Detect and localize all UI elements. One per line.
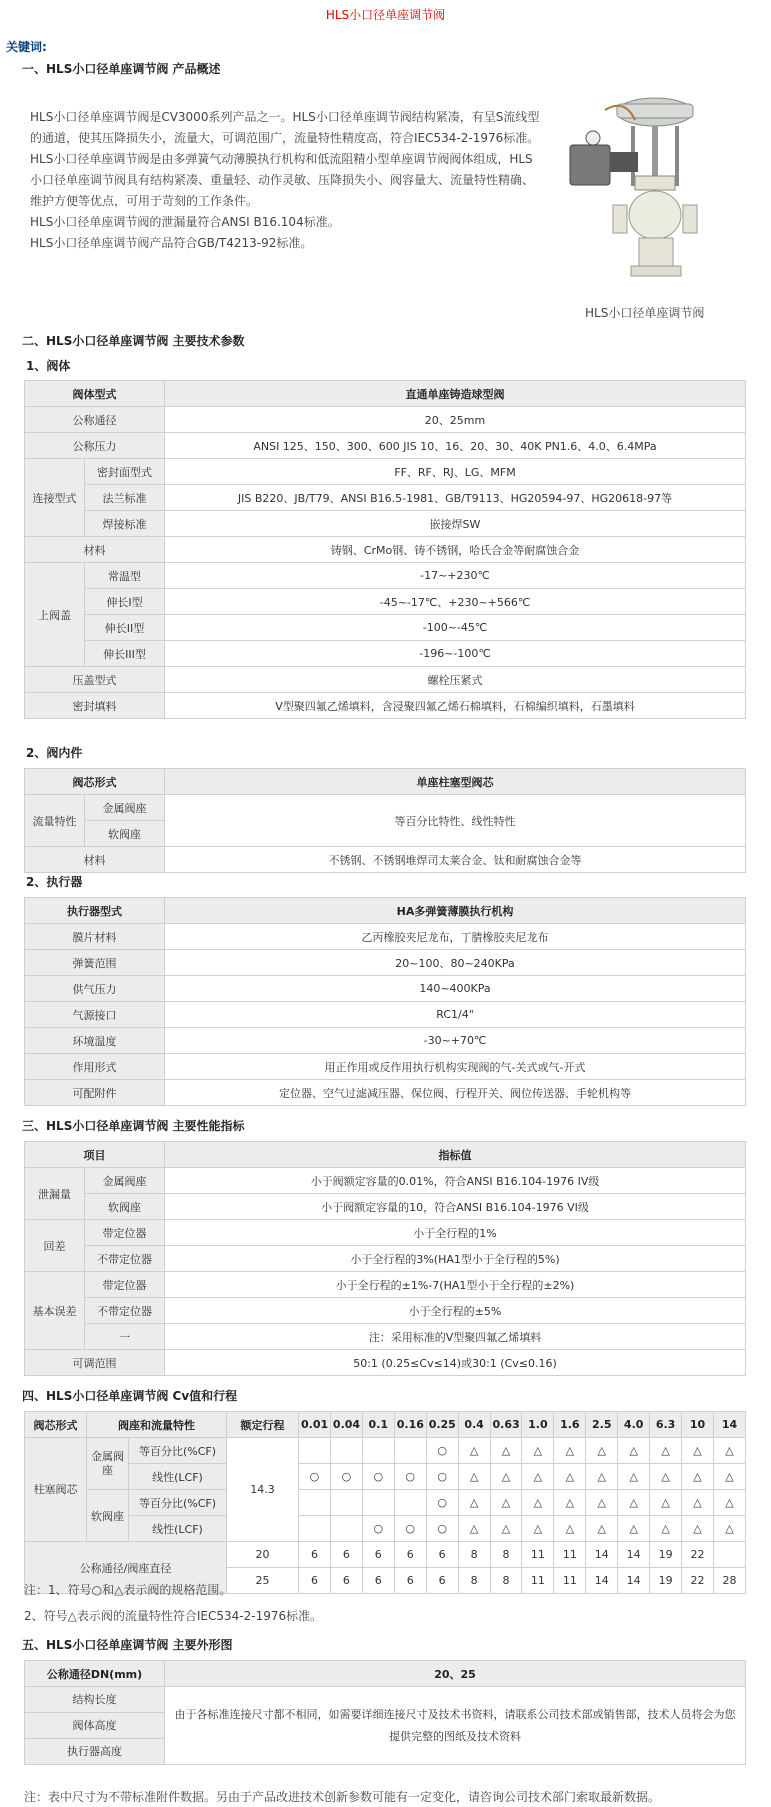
cv-header: 1.6 (554, 1412, 586, 1438)
cv-mark (394, 1438, 426, 1464)
row-value: -100~-45℃ (165, 615, 746, 641)
cv-mark (299, 1438, 331, 1464)
cv-mark: △ (618, 1464, 650, 1490)
cv-mark: ○ (426, 1464, 458, 1490)
cv-mark: △ (490, 1438, 522, 1464)
row-value: 小于阀额定容量的0.01%，符合ANSI B16.104-1976 IV级 (165, 1168, 746, 1194)
valve-product-image (565, 90, 725, 290)
cv-mark: △ (554, 1464, 586, 1490)
cv-mark (299, 1490, 331, 1516)
row-label: 金属阀座 (85, 1168, 165, 1194)
cv-mark (330, 1490, 362, 1516)
cv-header: 0.04 (330, 1412, 362, 1438)
seat-diameter: 19 (650, 1568, 682, 1594)
cv-header: 0.4 (458, 1412, 490, 1438)
row-label: 法兰标准 (85, 485, 165, 511)
cv-mark: △ (554, 1438, 586, 1464)
cv-mark: △ (522, 1516, 554, 1542)
dn-label: 公称通径/阀座直径 (25, 1542, 227, 1594)
cv-header: 1.0 (522, 1412, 554, 1438)
cv-header: 阀芯形式 (25, 1412, 87, 1438)
dimension-table (24, 1660, 746, 1765)
row-value: 小于阀额定容量的10，符合ANSI B16.104-1976 VI级 (165, 1194, 746, 1220)
cv-mark (362, 1490, 394, 1516)
cv-mark (394, 1490, 426, 1516)
seat-diameter (713, 1542, 745, 1568)
page-title: HLS小口径单座调节阀 (325, 8, 446, 22)
row-value: ANSI 125、150、300、600 JIS 10、16、20、30、40K PN1.6、4.0、6.4MPa (165, 433, 746, 459)
section-5-heading: 五、HLS小口径单座调节阀 主要外形图 (22, 1638, 233, 1652)
char-label: 线性(LCF) (129, 1464, 227, 1490)
valve-trim-table (24, 768, 746, 873)
table-header: 阀体型式 (25, 381, 165, 407)
seat-diameter: 6 (330, 1568, 362, 1594)
row-label: 可调范围 (25, 1350, 165, 1376)
cv-header: 额定行程 (227, 1412, 299, 1438)
row-value: 20、25mm (165, 407, 746, 433)
dn-value: 25 (227, 1568, 299, 1594)
seat-diameter: 6 (299, 1542, 331, 1568)
cv-mark: △ (682, 1490, 714, 1516)
cv-mark: △ (650, 1438, 682, 1464)
cv-mark: △ (586, 1438, 618, 1464)
seat-diameter: 14 (586, 1568, 618, 1594)
cv-header: 2.5 (586, 1412, 618, 1438)
seat-diameter: 6 (299, 1568, 331, 1594)
intro-line-7: HLS小口径单座调节阀产品符合GB/T4213-92标准。 (30, 236, 313, 250)
row-value: 小于全行程的±5% (165, 1298, 746, 1324)
row-value: 乙丙橡胶夹尼龙布，丁腈橡胶夹尼龙布 (165, 924, 746, 950)
seat-diameter: 6 (362, 1542, 394, 1568)
seat-diameter: 11 (522, 1542, 554, 1568)
table-header: 项目 (25, 1142, 165, 1168)
row-value: -196~-100℃ (165, 641, 746, 667)
cv-mark: ○ (362, 1464, 394, 1490)
seat-diameter: 14 (618, 1568, 650, 1594)
cv-mark: △ (682, 1516, 714, 1542)
group-label: 回差 (25, 1220, 85, 1272)
section-1-heading: 一、HLS小口径单座调节阀 产品概述 (22, 62, 221, 76)
cv-mark: △ (713, 1490, 745, 1516)
row-value: 铸钢、CrMo钢、铸不锈钢，哈氏合金等耐腐蚀合金 (165, 537, 746, 563)
seat-diameter: 8 (458, 1568, 490, 1594)
row-label: 结构长度 (25, 1687, 165, 1713)
cv-mark (330, 1516, 362, 1542)
row-value: 140~400KPa (165, 976, 746, 1002)
intro-line-4: 小口径单座调节阀具有结构紧凑、重量轻、动作灵敏、压降损失小、阀容量大、流量特性精确、 (30, 173, 535, 187)
cv-mark: △ (586, 1464, 618, 1490)
row-label: 执行器高度 (25, 1739, 165, 1765)
row-label: 压盖型式 (25, 667, 165, 693)
table-header: 直通单座铸造球型阀 (165, 381, 746, 407)
cv-mark: △ (458, 1490, 490, 1516)
cv-mark (299, 1516, 331, 1542)
note-1: 注：1、符号○和△表示阀的规格范围。 (24, 1583, 232, 1597)
seat-diameter: 14 (586, 1542, 618, 1568)
footer-note: 注：表中尺寸为不带标准附件数据。另由于产品改进技术创新参数可能有一定变化，请咨询公司技术部门索取最新数据。 (24, 1790, 661, 1804)
row-value: 小于全行程的3%(HA1型小于全行程的5%) (165, 1246, 746, 1272)
intro-line-2: 的通道，使其压降损失小，流量大，可调范围广，流量特性精度高，符合IEC534-2-1976标准。 (30, 131, 540, 145)
valve-body-table (24, 380, 746, 719)
cv-mark: △ (586, 1516, 618, 1542)
seat-diameter: 14 (618, 1542, 650, 1568)
cv-mark: △ (522, 1490, 554, 1516)
cv-header: 10 (682, 1412, 714, 1438)
group-label: 流量特性 (25, 795, 85, 847)
seat-diameter: 11 (522, 1568, 554, 1594)
row-value: 小于全行程的1% (165, 1220, 746, 1246)
cv-header: 4.0 (618, 1412, 650, 1438)
char-label: 等百分比(%CF) (129, 1490, 227, 1516)
cv-mark: △ (458, 1464, 490, 1490)
seat-diameter: 19 (650, 1542, 682, 1568)
intro-line-3: HLS小口径单座调节阀是由多弹簧气动薄膜执行机构和低流阻精小型单座调节阀阀体组成，HLS (30, 152, 533, 166)
cv-mark: △ (458, 1516, 490, 1542)
seat-diameter: 6 (394, 1542, 426, 1568)
cv-mark: △ (713, 1464, 745, 1490)
row-label: 不带定位器 (85, 1298, 165, 1324)
cv-mark: △ (713, 1516, 745, 1542)
cv-mark (362, 1438, 394, 1464)
seat-diameter: 11 (554, 1542, 586, 1568)
table-header: 单座柱塞型阀芯 (165, 769, 746, 795)
cv-mark: △ (650, 1516, 682, 1542)
metal-seat-label: 金属阀座 (87, 1438, 129, 1490)
row-value: -17~+230℃ (165, 563, 746, 589)
cv-mark: △ (650, 1464, 682, 1490)
note-2: 2、符号△表示阀的流量特性符合IEC534-2-1976标准。 (24, 1609, 323, 1623)
row-label: 伸长III型 (85, 641, 165, 667)
row-label: 不带定位器 (85, 1246, 165, 1272)
row-label: 金属阀座 (85, 795, 165, 821)
row-value: 定位器、空气过滤减压器、保位阀、行程开关、阀位传送器、手轮机构等 (165, 1080, 746, 1106)
row-label: 带定位器 (85, 1272, 165, 1298)
cv-mark: ○ (426, 1438, 458, 1464)
group-label: 上阀盖 (25, 563, 85, 667)
table-header: 指标值 (165, 1142, 746, 1168)
subsection-trim: 2、阀内件 (26, 746, 83, 760)
row-value: 螺栓压紧式 (165, 667, 746, 693)
cv-mark: ○ (299, 1464, 331, 1490)
row-label: 可配附件 (25, 1080, 165, 1106)
intro-line-1: HLS小口径单座调节阀是CV3000系列产品之一。HLS小口径单座调节阀结构紧凑，有呈S流线型 (30, 110, 540, 124)
seat-diameter: 8 (458, 1542, 490, 1568)
row-value: -45~-17℃、+230~+566℃ (165, 589, 746, 615)
row-label: 常温型 (85, 563, 165, 589)
cv-mark: △ (713, 1438, 745, 1464)
seat-diameter: 6 (394, 1568, 426, 1594)
cv-header: 0.16 (394, 1412, 426, 1438)
cv-mark (330, 1438, 362, 1464)
cv-mark: ○ (426, 1516, 458, 1542)
row-label: 弹簧范围 (25, 950, 165, 976)
row-label: 焊接标准 (85, 511, 165, 537)
actuator-table (24, 897, 746, 1106)
row-value: JIS B220、JB/T79、ANSI B16.5-1981、GB/T9113、HG20594-97、HG20618-97等 (165, 485, 746, 511)
seat-diameter: 8 (490, 1542, 522, 1568)
seat-diameter: 22 (682, 1542, 714, 1568)
row-label: 供气压力 (25, 976, 165, 1002)
row-label: 气源接口 (25, 1002, 165, 1028)
cv-mark: ○ (426, 1490, 458, 1516)
table-header: HA多弹簧薄膜执行机构 (165, 898, 746, 924)
row-value: 不锈钢、不锈钢堆焊司太莱合金、钛和耐腐蚀合金等 (165, 847, 746, 873)
cv-mark: ○ (394, 1464, 426, 1490)
seat-diameter: 8 (490, 1568, 522, 1594)
cv-header: 0.01 (299, 1412, 331, 1438)
row-value: 嵌接焊SW (165, 511, 746, 537)
row-label: 密封填料 (25, 693, 165, 719)
row-label: 伸长II型 (85, 615, 165, 641)
cv-mark: △ (522, 1464, 554, 1490)
seat-diameter: 28 (713, 1568, 745, 1594)
cv-mark: △ (458, 1438, 490, 1464)
row-value: -30~+70℃ (165, 1028, 746, 1054)
seat-diameter: 6 (330, 1542, 362, 1568)
cv-mark: △ (586, 1490, 618, 1516)
intro-line-5: 维护方便等优点，可用于苛刻的工作条件。 (30, 194, 259, 208)
group-label: 连接型式 (25, 459, 85, 537)
subsection-body: 1、阀体 (26, 359, 71, 373)
row-value: V型聚四氟乙烯填料，含浸聚四氟乙烯石棉填料，石棉编织填料，石墨填料 (165, 693, 746, 719)
row-label: 膜片材料 (25, 924, 165, 950)
row-value: RC1/4" (165, 1002, 746, 1028)
table-header: 执行器型式 (25, 898, 165, 924)
cv-mark: △ (682, 1438, 714, 1464)
table-header: 公称通径DN(mm) (25, 1661, 165, 1687)
row-label: 公称压力 (25, 433, 165, 459)
cv-mark: ○ (362, 1516, 394, 1542)
row-value: FF、RF、RJ、LG、MFM (165, 459, 746, 485)
row-label: 阀体高度 (25, 1713, 165, 1739)
stroke-value: 14.3 (227, 1438, 299, 1542)
cv-mark: ○ (394, 1516, 426, 1542)
cv-header: 0.25 (426, 1412, 458, 1438)
row-label: 软阀座 (85, 821, 165, 847)
cv-mark: △ (490, 1464, 522, 1490)
row-value: 20~100、80~240KPa (165, 950, 746, 976)
plug-label: 柱塞阀芯 (25, 1438, 87, 1542)
intro-line-6: HLS小口径单座调节阀的泄漏量符合ANSI B16.104标准。 (30, 215, 340, 229)
dimension-note: 由于各标准连接尺寸都不相同，如需要详细连接尺寸及技术书资料，请联系公司技术部或销售部，技术人员将会为您提供完整的图纸及技术资料 (165, 1687, 746, 1765)
cv-mark: △ (618, 1490, 650, 1516)
cv-mark: △ (682, 1464, 714, 1490)
cv-mark: △ (522, 1438, 554, 1464)
char-label: 线性(LCF) (129, 1516, 227, 1542)
row-label: 公称通径 (25, 407, 165, 433)
subsection-actuator: 2、执行器 (26, 875, 83, 889)
row-label: 一 (85, 1324, 165, 1350)
row-label: 作用形式 (25, 1054, 165, 1080)
row-label: 材料 (25, 537, 165, 563)
row-label: 材料 (25, 847, 165, 873)
row-value: 等百分比特性、线性特性 (165, 795, 746, 847)
cv-mark: △ (618, 1516, 650, 1542)
char-label: 等百分比(%CF) (129, 1438, 227, 1464)
image-caption: HLS小口径单座调节阀 (585, 306, 705, 320)
dn-value: 20 (227, 1542, 299, 1568)
cv-header: 0.63 (490, 1412, 522, 1438)
cv-header: 14 (713, 1412, 745, 1438)
group-label: 泄漏量 (25, 1168, 85, 1220)
row-value: 注：采用标准的V型聚四氟乙烯填料 (165, 1324, 746, 1350)
cv-header: 阀座和流量特性 (87, 1412, 227, 1438)
performance-table (24, 1141, 746, 1376)
cv-mark: △ (490, 1490, 522, 1516)
soft-seat-label: 软阀座 (87, 1490, 129, 1542)
row-value: 用正作用或反作用执行机构实现阀的气-关式或气-开式 (165, 1054, 746, 1080)
cv-mark: △ (618, 1438, 650, 1464)
row-label: 伸长I型 (85, 589, 165, 615)
seat-diameter: 22 (682, 1568, 714, 1594)
seat-diameter: 6 (426, 1568, 458, 1594)
cv-mark: △ (554, 1490, 586, 1516)
row-label: 带定位器 (85, 1220, 165, 1246)
cv-mark: △ (490, 1516, 522, 1542)
seat-diameter: 6 (362, 1568, 394, 1594)
row-value: 小于全行程的±1%-7(HA1型小于全行程的±2%) (165, 1272, 746, 1298)
cv-header: 6.3 (650, 1412, 682, 1438)
row-label: 环境温度 (25, 1028, 165, 1054)
table-header: 20、25 (165, 1661, 746, 1687)
cv-table (24, 1411, 746, 1594)
section-3-heading: 三、HLS小口径单座调节阀 主要性能指标 (22, 1119, 245, 1133)
cv-header: 0.1 (362, 1412, 394, 1438)
cv-mark: ○ (330, 1464, 362, 1490)
group-label: 基本误差 (25, 1272, 85, 1350)
cv-mark: △ (554, 1516, 586, 1542)
section-2-heading: 二、HLS小口径单座调节阀 主要技术参数 (22, 334, 245, 348)
row-value: 50:1 (0.25≤Cv≤14)或30:1 (Cv≤0.16) (165, 1350, 746, 1376)
cv-mark: △ (650, 1490, 682, 1516)
seat-diameter: 11 (554, 1568, 586, 1594)
row-label: 软阀座 (85, 1194, 165, 1220)
row-label: 密封面型式 (85, 459, 165, 485)
section-4-heading: 四、HLS小口径单座调节阀 Cv值和行程 (22, 1389, 238, 1403)
table-header: 阀芯形式 (25, 769, 165, 795)
keywords-label: 关键词: (6, 40, 47, 54)
seat-diameter: 6 (426, 1542, 458, 1568)
